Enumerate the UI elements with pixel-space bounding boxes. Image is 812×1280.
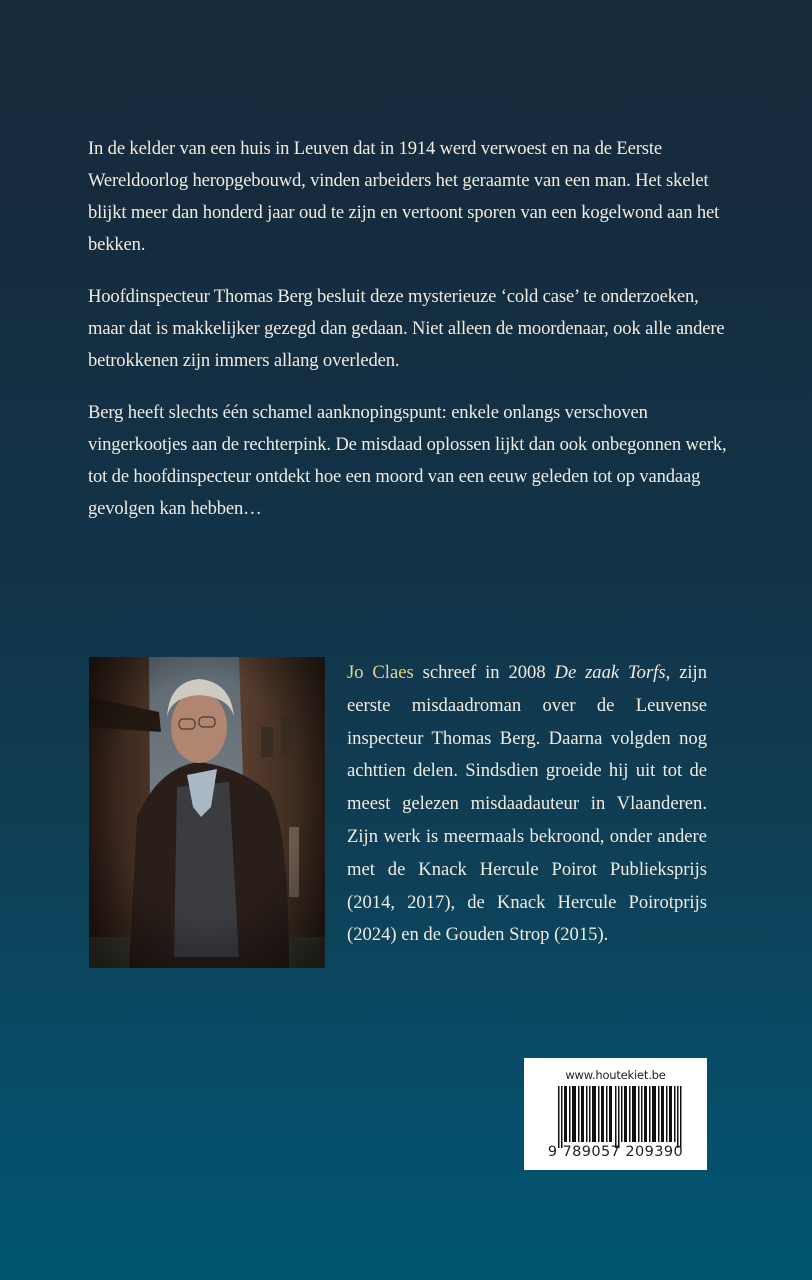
blurb-paragraph-1: In de kelder van een huis in Leuven dat in 1914 werd verwoest en na de Eerste Wereldoorlog heropgebouwd, vinden arbeiders het geraamte van een man. Het skelet blijkt meer dan honderd jaar oud te zijn en vertoont sporen van een kogelwond aan het bekken. [88,138,720,255]
barcode-bars [558,1086,682,1148]
bio-intro: schreef in 2008 [413,662,555,683]
first-book-title: De zaak Torfs [554,662,666,683]
author-photo [89,657,325,968]
back-cover-blurb [88,133,728,545]
author-name: Jo Claes [347,662,414,683]
blurb-paragraph-2: Hoofdinspecteur Thomas Berg besluit deze mysterieuze ‘cold case’ te onderzoeken, maar dat is makkelijker gezegd dan gedaan. Niet alleen de moordenaar, ook alle andere betrokkenen zijn immers allang overleden. [88,286,725,371]
author-bio [347,657,707,952]
isbn-barcode [524,1058,707,1170]
isbn-number: 9 789057 209390 [547,1144,684,1160]
bio-text: , zijn eerste misdaadroman over de Leuvense inspecteur Thomas Berg. Daarna volgden nog achttien delen. Sindsdien groeide hij uit tot de meest gelezen misdaadauteur in Vlaanderen. Zijn werk is meermaals bekroond, onder andere met de Knack Hercule Poirot Publieksprijs (2014, 2017), de Knack Hercule Poirotprijs (2024) en de Gouden Strop (2015). [347,662,707,946]
blurb-paragraph-3: Berg heeft slechts één schamel aanknopingspunt: enkele onlangs verschoven vingerkootjes aan de rechterpink. De misdaad oplossen lijkt dan ook onbegonnen werk, tot de hoofdinspecteur ontdekt hoe een moord van een eeuw geleden tot op vandaag gevolgen kan hebben… [88,402,727,519]
publisher-url: www.houtekiet.be [565,1068,666,1082]
